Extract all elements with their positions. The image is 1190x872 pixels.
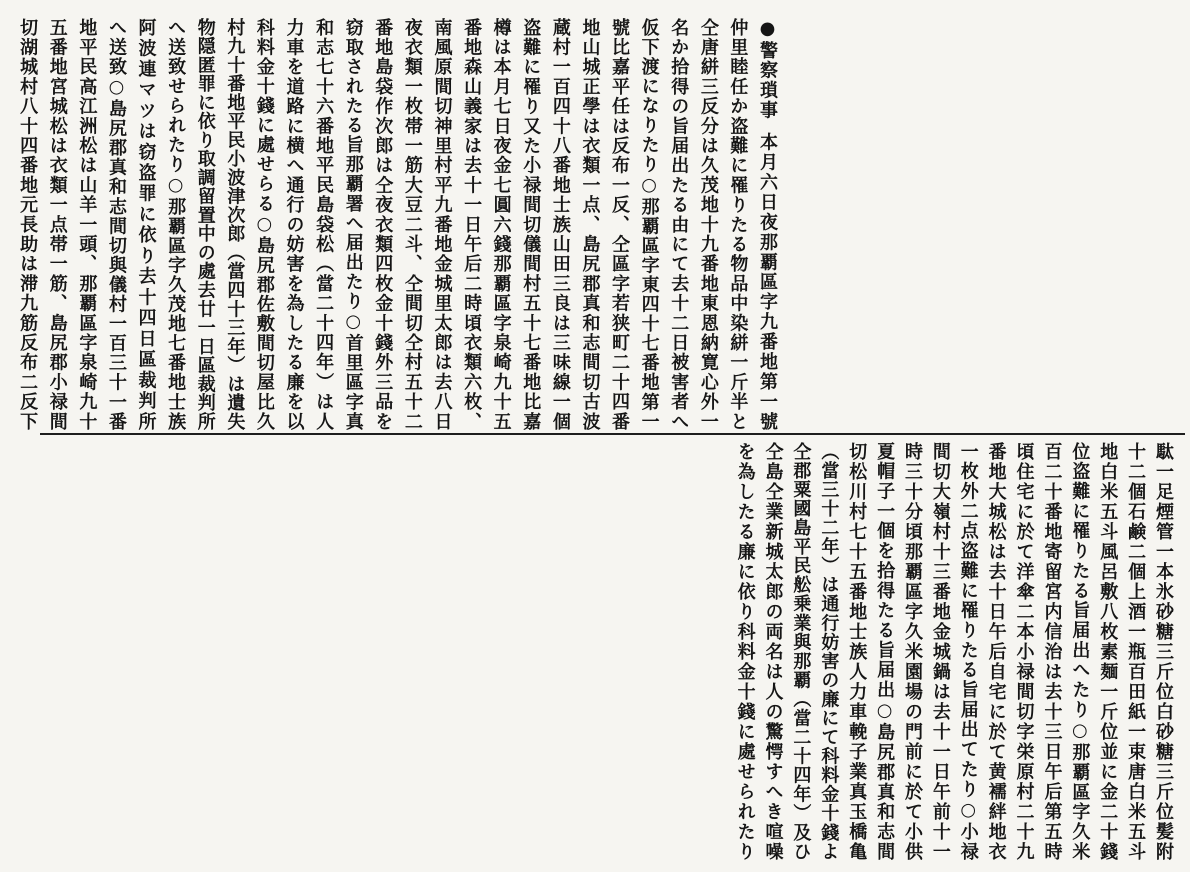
article-column: 地白米五斗風呂敷八枚素麺一斤位並に金二十錢: [1097, 442, 1119, 860]
article-column: 駄一足煙管一本氷砂糖三斤位白砂糖三斤位髪附: [1153, 442, 1174, 860]
article-column: 仝郡粟國島平民舩乗業與那覇（當二十四年）及ひ: [790, 442, 812, 860]
article-column: 地平民高江洲松は山羊一頭、那覇區字泉崎九十: [76, 18, 98, 430]
article-column: 仝島仝業新城太郎の両名は人の驚愕すへき喧噪: [762, 442, 784, 860]
article-column: 番地大城松は去十日午后自宅に於て黄襦絆地衣: [985, 442, 1007, 860]
article-column: 和志七十六番地平民島袋松（當二十四年）は人: [313, 18, 335, 430]
article-column-text: 本月六日夜那覇區字九番地第一號: [757, 132, 778, 430]
article-column: 盗難に罹り又た小禄間切儀間村五十七番地比嘉: [520, 18, 542, 430]
article-column: 番地島袋作次郎は仝夜衣類四枚金十錢外三品を: [372, 18, 394, 430]
article-column: 科料金十錢に處せらる○島尻郡佐敷間切屋比久: [253, 18, 275, 430]
article-column: 百二十番地寄留宮内信治は去十三日午后第五時: [1041, 442, 1063, 860]
article-headline: ●警察瑣事: [757, 18, 778, 121]
article-column: 間切大嶺村十三番地金城鍋は去十一日午前十一: [929, 442, 951, 860]
article-column: 地山城正學は衣類一点、島尻郡真和志間切古波: [579, 18, 601, 430]
article-column: 五番地宮城松は衣類一点帯一筋、島尻郡小禄間: [46, 18, 68, 430]
article-column: 十二個石鹸二個上酒一瓶百田紙一束唐白米五斗: [1125, 442, 1147, 860]
article-column: 蔵村一百四十八番地士族山田三良は三味線一個: [549, 18, 571, 430]
article-column: （當三十二年）は通行妨害の廉にて科料金十錢よ: [818, 442, 840, 860]
article-column: [752, 18, 782, 430]
article-top-block: [12, 18, 782, 430]
article-column: 阿波連マツは窃盗罪に依り去十四日區裁判所: [135, 18, 157, 430]
article-column: 位盗難に罹りたる旨届出へたり○那覇區字久米: [1069, 442, 1091, 860]
article-column: へ送致せられたり○那覇區字久茂地七番地士族: [165, 18, 187, 430]
article-column: 時三十分頃那覇區字久米園場の門前に於て小供: [901, 442, 923, 860]
article-column: 夏帽子一個を拾得たる旨届出○島尻郡真和志間: [874, 442, 896, 860]
article-column: 切湖城村八十四番地元長助は滞九筋反布二反下: [17, 18, 39, 430]
article-column: 號比嘉平任は反布一反、仝區字若狭町二十四番: [609, 18, 631, 430]
article-column: 仮下渡になりたり○那覇區字東四十七番地第一: [638, 18, 660, 430]
article-column: 南風原間切神里村平九番地金城里太郎は去八日: [431, 18, 453, 430]
article-column: 番地森山義家は去十一日午后二時頃衣類六枚、: [461, 18, 483, 430]
article-column: 窃取されたる旨那覇署へ届出たり○首里區字真: [342, 18, 364, 430]
article-bottom-block: [731, 442, 1177, 860]
article-column: 村九十番地平民小波津次郎（當四十三年）は遺失: [224, 18, 246, 430]
article-column: 仲里睦任か盗難に罹りたる物品中染絣一斤半と: [727, 18, 749, 430]
article-column: へ送致○島尻郡真和志間切與儀村一百三十一番: [105, 18, 127, 430]
article-column: 名か拾得の旨届出たる由にて去十二日被害者へ: [668, 18, 690, 430]
article-column: 切松川村七十五番地士族人力車輓子業真玉橋亀: [846, 442, 868, 860]
article-column: を為したる廉に依り科料金十錢に處せられたり: [734, 442, 756, 860]
article-column: 物隠匿罪に依り取調留置中の處去廿一日區裁判所: [194, 18, 216, 430]
article-column: 頃住宅に於て洋傘二本小禄間切字栄原村二十九: [1013, 442, 1035, 860]
article-column: 夜衣類一枚帯一筋大豆二斗、仝間切仝村五十二: [401, 18, 423, 430]
section-divider: [40, 433, 1185, 435]
article-column: 仝唐絣三反分は久茂地十九番地東恩納寛心外一: [697, 18, 719, 430]
article-column: 一枚外二点盗難に罹りたる旨届出てたり○小禄: [957, 442, 979, 860]
article-column: 樽は本月七日夜金七圓六錢那覇區字泉崎九十五: [490, 18, 512, 430]
article-column: 力車を道路に横へ通行の妨害を為したる廉を以: [283, 18, 305, 430]
